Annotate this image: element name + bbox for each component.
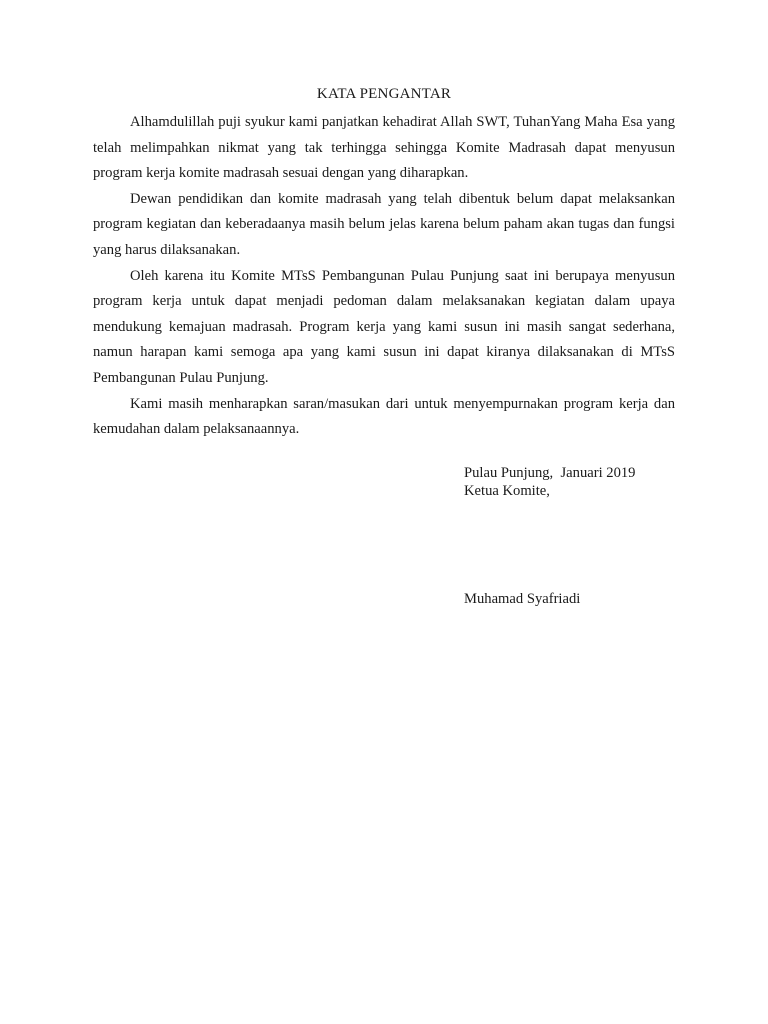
paragraph-1: Alhamdulillah puji syukur kami panjatkan kehadirat Allah SWT, TuhanYang Maha Esa yang telah melimpahkan nikmat yang tak terhingga sehingga Komite Madrasah dapat menyusun program kerja komite madrasah sesuai dengan yang diharapkan. <box>93 114 675 182</box>
signature-position: Ketua Komite, <box>464 483 550 499</box>
signature-name: Muhamad Syafriadi <box>464 591 581 607</box>
document-body <box>93 110 675 443</box>
paragraph-4: Kami masih menharapkan saran/masukan dari untuk menyempurnakan program kerja dan kemudahan dalam pelaksanaannya. <box>93 395 675 438</box>
paragraph-3: Oleh karena itu Komite MTsS Pembangunan Pulau Punjung saat ini berupaya menyusun program kerja untuk dapat menjadi pedoman dalam melaksanakan kegiatan dalam upaya mendukung kemajuan madrasah. Program kerja yang kami susun ini masih sangat sederhana, namun harapan kami semoga apa yang kami susun ini dapat kiranya dilaksanakan di MTsS Pembangunan Pulau Punjung. <box>93 267 675 386</box>
page-title: KATA PENGANTAR <box>316 86 452 102</box>
paragraph-2: Dewan pendidikan dan komite madrasah yang telah dibentuk belum dapat melaksankan program kegiatan dan keberadaanya masih belum jelas karena belum paham akan tugas dan fungsi yang harus dilaksanakan. <box>93 190 675 258</box>
signature-place-date: Pulau Punjung, Januari 2019 <box>464 465 636 481</box>
signature-block <box>464 464 635 500</box>
